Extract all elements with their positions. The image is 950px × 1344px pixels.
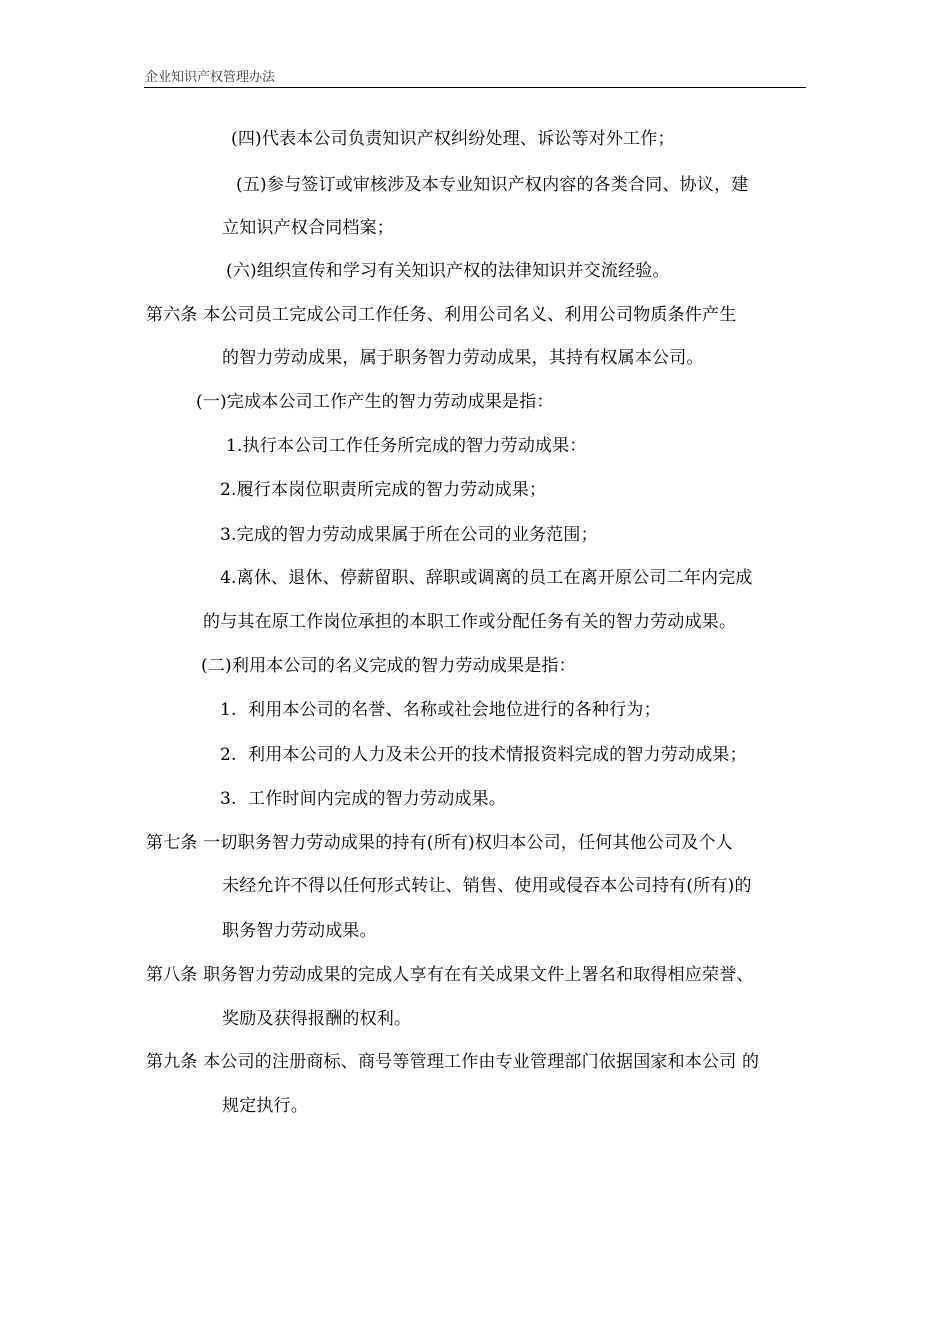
section-2-heading: (二)利用本公司的名义完成的智力劳动成果是指： bbox=[201, 656, 576, 676]
section-1-heading: (一)完成本公司工作产生的智力劳动成果是指： bbox=[196, 392, 554, 412]
paragraph-item-6: (六)组织宣传和学习有关知识产权的法律知识并交流经验。 bbox=[226, 261, 670, 281]
section-1-item-1: 1.执行本公司工作任务所完成的智力劳动成果： bbox=[226, 436, 587, 456]
section-2-item-2 bbox=[220, 744, 747, 766]
article-6-line-1: 第六条 本公司员工完成公司工作任务、利用公司名义、利用公司物质条件产生 bbox=[146, 305, 737, 325]
article-7-line-3: 职务智力劳动成果。 bbox=[222, 921, 377, 941]
article-7-line-1: 第七条 一切职务智力劳动成果的持有(所有)权归本公司，任何其他公司及个人 bbox=[146, 833, 733, 853]
section-1-item-4-line-1: 4.离休、退休、停薪留职、辞职或调离的员工在离开原公司二年内完成 bbox=[220, 568, 753, 588]
article-6-line-2: 的智力劳动成果，属于职务智力劳动成果，其持有权属本公司。 bbox=[222, 348, 704, 368]
list-text: 工作时间内完成的智力劳动成果。 bbox=[248, 789, 506, 809]
article-7-line-2: 未经允许不得以任何形式转让、销售、使用或侵吞本公司持有(所有)的 bbox=[222, 876, 752, 896]
article-8-line-2: 奖励及获得报酬的权利。 bbox=[222, 1009, 412, 1029]
header-divider bbox=[144, 87, 806, 88]
section-1-item-2: 2.履行本岗位职责所完成的智力劳动成果； bbox=[220, 480, 547, 500]
section-1-item-4-line-2: 的与其在原工作岗位承担的本职工作或分配任务有关的智力劳动成果。 bbox=[203, 612, 737, 632]
list-number: 3. bbox=[220, 789, 237, 809]
article-8-line-1: 第八条 职务智力劳动成果的完成人享有在有关成果文件上署名和取得相应荣誉、 bbox=[146, 965, 754, 985]
section-2-item-3 bbox=[220, 788, 506, 810]
paragraph-item-5-line-1: (五)参与签订或审核涉及本专业知识产权内容的各类合同、协议，建 bbox=[236, 175, 749, 195]
article-9-line-1: 第九条 本公司的注册商标、商号等管理工作由专业管理部门依据国家和本公司 的 bbox=[146, 1052, 760, 1072]
list-number: 2. bbox=[220, 745, 237, 765]
paragraph-item-4: (四)代表本公司负责知识产权纠纷处理、诉讼等对外工作； bbox=[231, 129, 675, 149]
section-2-item-1 bbox=[220, 699, 661, 721]
article-9-line-2: 规定执行。 bbox=[222, 1096, 308, 1116]
paragraph-item-5-line-2: 立知识产权合同档案； bbox=[222, 218, 394, 238]
list-text: 利用本公司的名誉、名称或社会地位进行的各种行为； bbox=[248, 700, 661, 720]
list-number: 1. bbox=[220, 700, 237, 720]
page-header-title: 企业知识产权管理办法 bbox=[145, 70, 276, 85]
list-text: 利用本公司的人力及未公开的技术情报资料完成的智力劳动成果； bbox=[248, 745, 747, 765]
section-1-item-3: 3.完成的智力劳动成果属于所在公司的业务范围； bbox=[220, 525, 598, 545]
